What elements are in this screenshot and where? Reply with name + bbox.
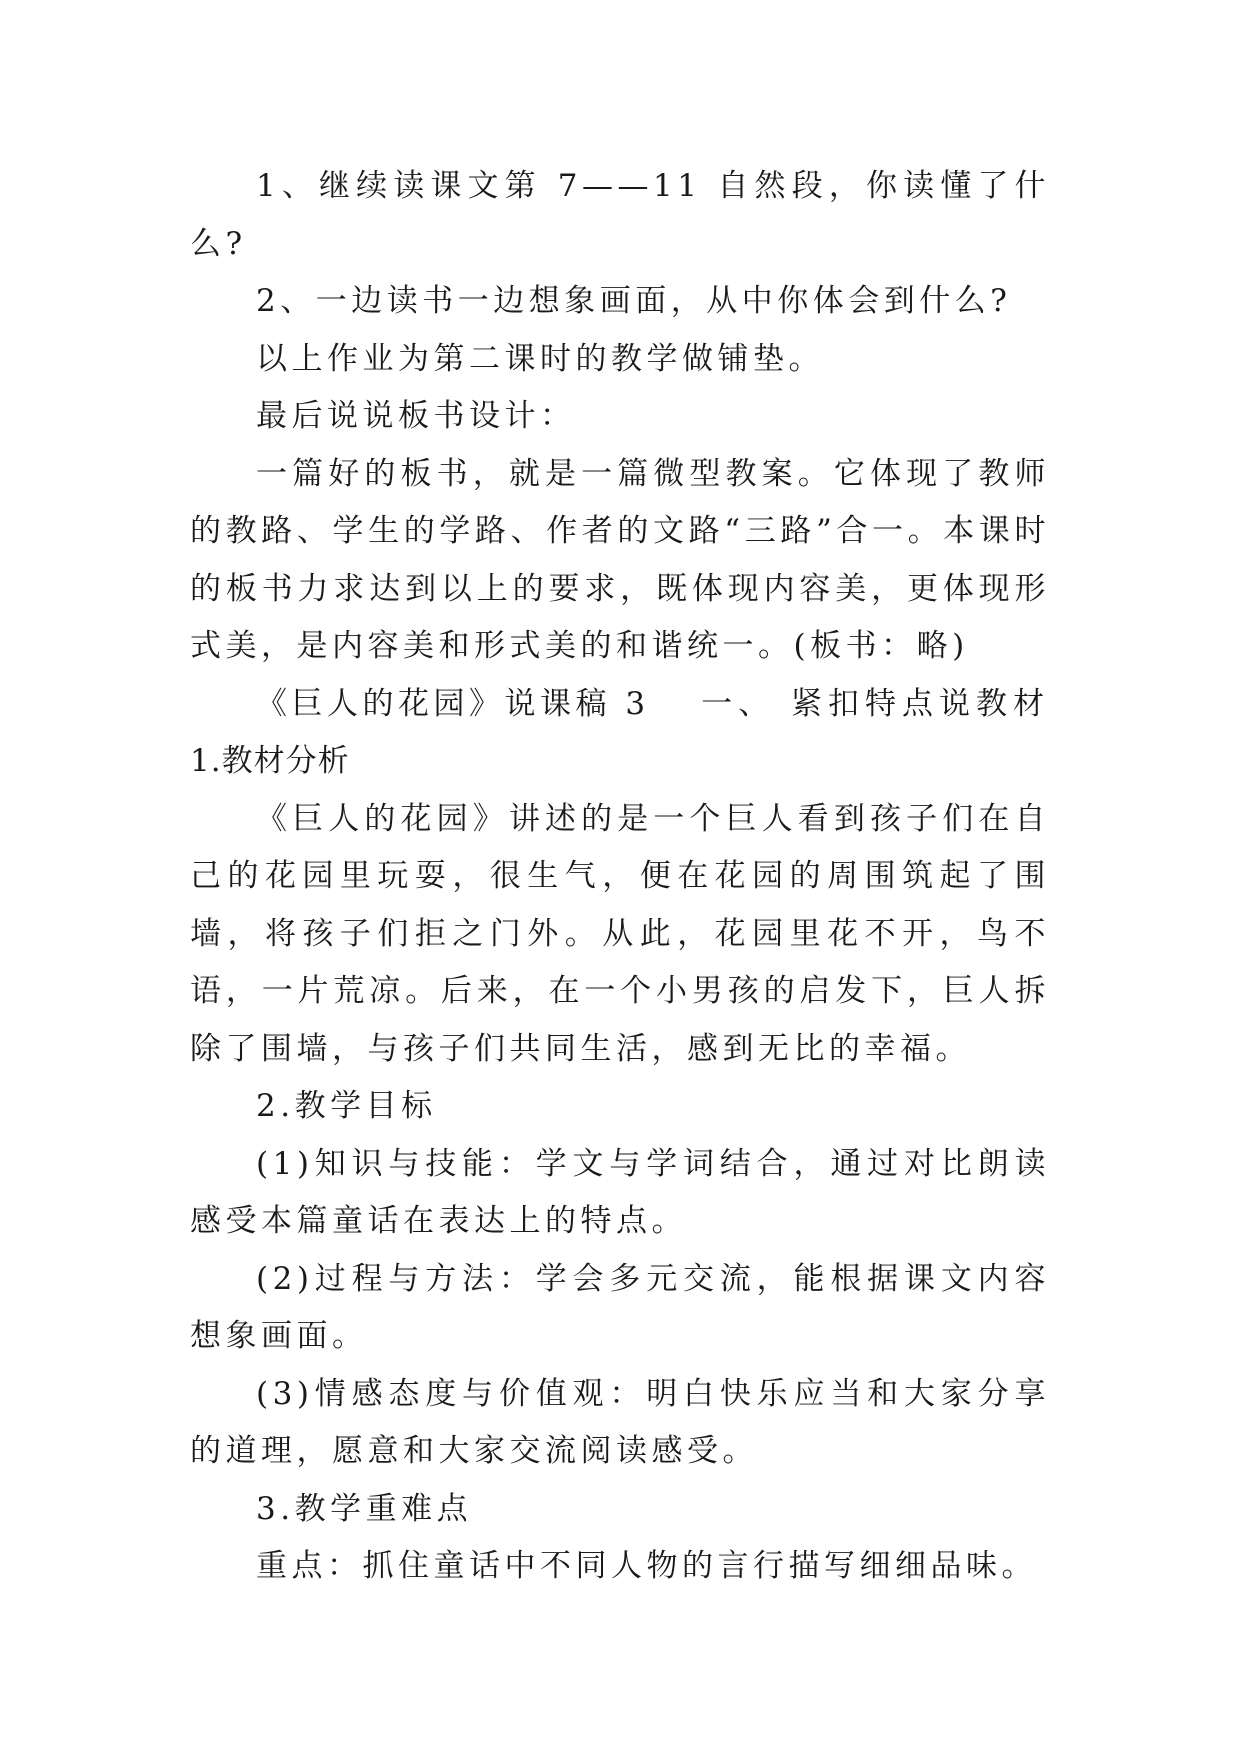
section-heading-line <box>190 676 1050 734</box>
paragraph-question-2: 2、一边读书一边想象画面，从中你体会到什么? <box>256 283 1012 319</box>
paragraph-board-design-body: 一篇好的板书，就是一篇微型教案。它体现了教师的教路、学生的学路、作者的文路“三路”合一。本课时的板书力求达到以上的要求，既体现内容美，更体现形式美，是内容美和形式美的和谐统一。(板书：略) <box>190 455 1050 664</box>
section-heading: 一、 紧扣特点说教材 <box>701 685 1050 722</box>
paragraph-question-1: 1、继续读课文第 7——11 自然段，你读懂了什么? <box>190 168 1050 262</box>
paragraph-material-analysis: 《巨人的花园》讲述的是一个巨人看到孩子们在自己的花园里玩耍，很生气，便在花园的周围筑起了围墙，将孩子们拒之门外。从此，花园里花不开，鸟不语，一片荒凉。后来，在一个小男孩的启发下，巨人拆除了围墙，与孩子们共同生活，感到无比的幸福。 <box>190 800 1050 1067</box>
document-page <box>190 158 1050 1596</box>
paragraph-board-design-title: 最后说说板书设计： <box>256 398 576 434</box>
paragraph-goal-3: (3)情感态度与价值观：明白快乐应当和大家分享的道理，愿意和大家交流阅读感受。 <box>190 1375 1050 1469</box>
paragraph-homework-note: 以上作业为第二课时的教学做铺垫。 <box>256 340 824 377</box>
paragraph-key-point: 重点：抓住童话中不同人物的言行描写细细品味。 <box>256 1548 1037 1584</box>
paragraph-goal-2: (2)过程与方法：学会多元交流，能根据课文内容想象画面。 <box>190 1260 1050 1354</box>
document-title: 《巨人的花园》说课稿 3 <box>256 685 650 722</box>
subheading-key-points: 3.教学重难点 <box>256 1490 473 1527</box>
subheading-teaching-goals: 2.教学目标 <box>256 1088 437 1124</box>
paragraph-goal-1: (1)知识与技能：学文与学词结合，通过对比朗读感受本篇童话在表达上的特点。 <box>190 1145 1050 1239</box>
subheading-material-analysis: 1.教材分析 <box>190 743 350 779</box>
